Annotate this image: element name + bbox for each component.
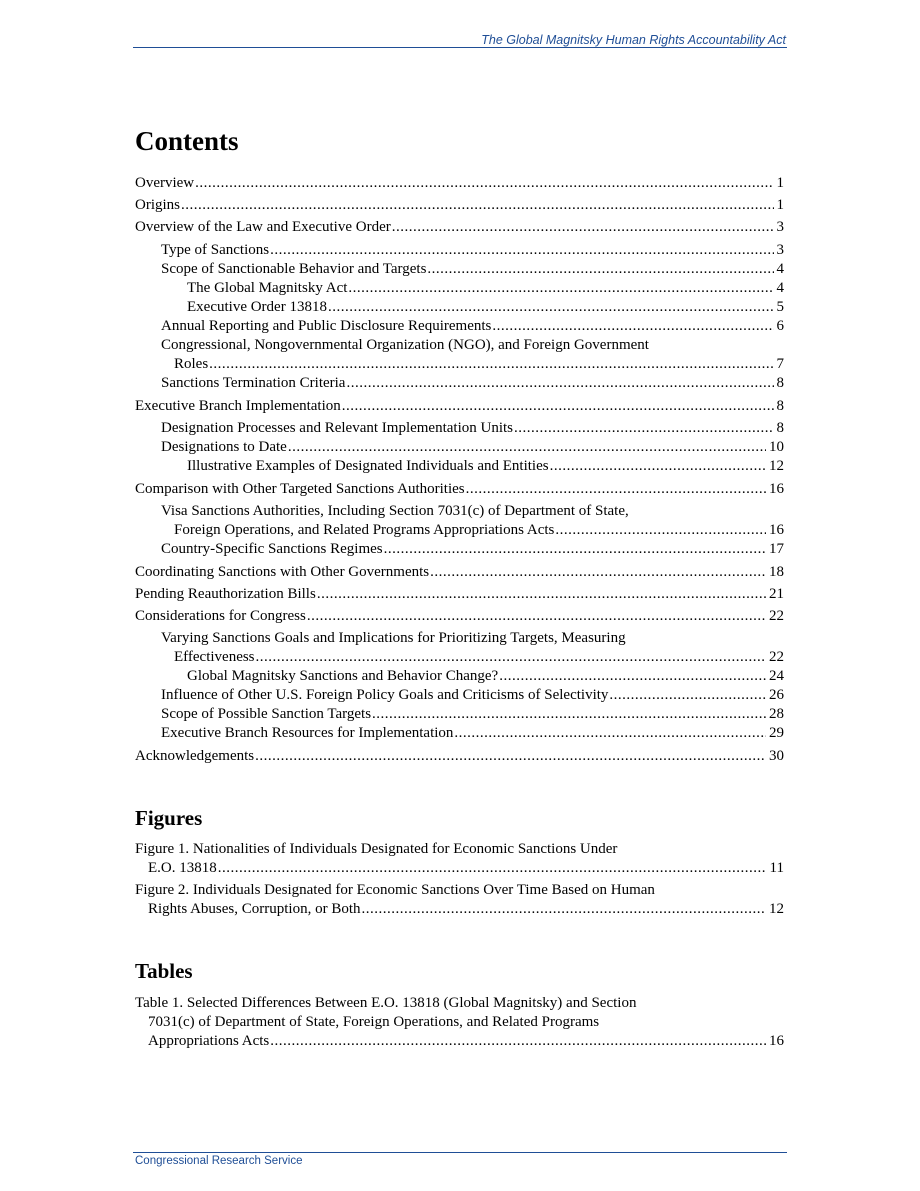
toc-leader [270,1032,766,1051]
toc-entry-termination-criteria[interactable] [161,374,784,393]
toc-entry-visa-sanctions[interactable] [174,521,784,540]
toc-leader [466,480,766,499]
toc-entry-designations-to-date[interactable] [161,438,784,457]
toc-entry-text: Coordinating Sanctions with Other Governments [135,564,430,580]
toc-entry-text: Pending Reauthorization Bills [135,586,316,602]
toc-entry-text: Designations to Date [161,439,287,455]
toc-leader [307,607,766,626]
running-header-title: The Global Magnitsky Human Rights Accountability Act [481,33,786,47]
toc-entry-eo-13818[interactable] [187,298,784,317]
toc-entry-varying-goals[interactable] [174,648,784,667]
toc-leader [209,355,773,374]
toc-page-number: 4 [776,261,784,277]
toc-entry-text: Designation Processes and Relevant Implementation Units [161,420,514,436]
toc-entry-acknowledgements[interactable] [135,747,784,766]
toc-page-number: 8 [776,398,784,414]
toc-entry-text: Foreign Operations, and Related Programs Appropriations Acts [174,522,555,538]
toc-entry-scope[interactable] [161,260,784,279]
toc-entry-text: Executive Branch Resources for Implementation [161,725,454,741]
toc-page-number: 8 [776,420,784,436]
toc-entry-text: Appropriations Acts [148,1033,270,1049]
toc-page-number: 16 [769,522,784,538]
toc-entry-text: Rights Abuses, Corruption, or Both [148,901,361,917]
toc-leader [346,374,773,393]
toc-leader [609,686,766,705]
toc-page-number: 28 [769,706,784,722]
toc-entry-type-of-sanctions[interactable] [161,241,784,260]
toc-entry-text: Roles [174,356,209,372]
toc-leader [392,218,774,237]
toc-leader [372,705,766,724]
toc-entry-resources[interactable] [161,724,784,743]
toc-leader [550,457,766,476]
toc-entry-text: E.O. 13818 [148,860,217,876]
toc-page-number: 16 [769,481,784,497]
toc-leader [256,648,766,667]
toc-page-number: 1 [776,175,784,191]
toc-entry-behavior-change[interactable] [187,667,784,686]
table-entry-1[interactable] [148,1032,784,1051]
toc-entry-text: Sanctions Termination Criteria [161,375,346,391]
toc-leader [195,174,773,193]
figure-entry-2[interactable] [148,900,784,919]
toc-leader [384,540,766,559]
toc-entry-text: Overview [135,175,195,191]
toc-leader [288,438,766,457]
toc-page-number: 21 [769,586,784,602]
figures-heading: Figures [135,806,203,830]
toc-leader [317,585,766,604]
toc-leader [270,241,773,260]
toc-entry-text: Effectiveness [174,649,255,665]
toc-page-number: 5 [776,299,784,315]
toc-page-number: 10 [769,439,784,455]
toc-page-number: 26 [769,687,784,703]
toc-leader [430,563,766,582]
toc-page-number: 22 [769,649,784,665]
toc-entry-text: Influence of Other U.S. Foreign Policy Goals and Criticisms of Selectivity [161,687,609,703]
toc-entry-text: Type of Sanctions [161,242,270,258]
toc-page-number: 29 [769,725,784,741]
toc-entry-text: Scope of Possible Sanction Targets [161,706,372,722]
toc-page-number: 18 [769,564,784,580]
toc-entry-scope-targets[interactable] [161,705,784,724]
toc-entry-text: Global Magnitsky Sanctions and Behavior Change? [187,668,499,684]
toc-entry-text: Illustrative Examples of Designated Individuals and Entities [187,458,549,474]
toc-entry-text: Overview of the Law and Executive Order [135,219,391,235]
toc-page-number: 11 [769,860,784,876]
toc-leader [181,196,774,215]
toc-entry-executive-branch-implementation[interactable] [135,397,784,416]
figure-entry-text-line1[interactable]: Figure 1. Nationalities of Individuals Designated for Economic Sanctions Under [135,841,618,857]
toc-entry-overview-law-eo[interactable] [135,218,784,237]
toc-entry-text-line1[interactable]: Varying Sanctions Goals and Implications for Prioritizing Targets, Measuring [161,630,626,646]
toc-leader [427,260,773,279]
toc-leader [328,298,774,317]
toc-entry-overview[interactable] [135,174,784,193]
toc-leader [454,724,766,743]
toc-page-number: 30 [769,748,784,764]
toc-page-number: 12 [769,458,784,474]
toc-leader [362,900,766,919]
toc-entry-text: Considerations for Congress [135,608,306,624]
toc-leader [514,419,773,438]
toc-entry-designation-processes[interactable] [161,419,784,438]
footer-publisher: Congressional Research Service [135,1155,303,1167]
toc-page-number: 22 [769,608,784,624]
toc-entry-annual-reporting[interactable] [161,317,784,336]
toc-entry-text-line1[interactable]: Congressional, Nongovernmental Organization (NGO), and Foreign Government [161,337,649,353]
toc-entry-text: Comparison with Other Targeted Sanctions Authorities [135,481,465,497]
footer-rule [133,1152,787,1153]
toc-entry-congressional-ngo-roles[interactable] [174,355,784,374]
toc-page-number: 7 [776,356,784,372]
toc-entry-text: Scope of Sanctionable Behavior and Targets [161,261,427,277]
toc-entry-pending-reauthorization[interactable] [135,585,784,604]
tables-heading: Tables [135,959,193,983]
toc-page-number: 4 [776,280,784,296]
table-entry-text-line1[interactable]: Table 1. Selected Differences Between E.O. 13818 (Global Magnitsky) and Section [135,995,637,1011]
toc-page-number: 8 [776,375,784,391]
toc-page-number: 6 [776,318,784,334]
toc-leader [555,521,766,540]
toc-leader [492,317,773,336]
toc-entry-text: Executive Branch Implementation [135,398,341,414]
toc-leader [218,859,767,878]
toc-entry-considerations[interactable] [135,607,784,626]
table-entry-text-line2[interactable]: 7031(c) of Department of State, Foreign Operations, and Related Programs [148,1014,600,1030]
contents-heading: Contents [135,126,239,156]
toc-leader [342,397,774,416]
toc-page-number: 16 [769,1033,784,1049]
toc-entry-global-magnitsky-act[interactable] [187,279,784,298]
toc-entry-influence[interactable] [161,686,784,705]
toc-entry-text: Acknowledgements [135,748,255,764]
toc-entry-text: Executive Order 13818 [187,299,327,315]
toc-entry-text: The Global Magnitsky Act [187,280,348,296]
toc-page-number: 17 [769,541,784,557]
toc-page-number: 24 [769,668,784,684]
toc-page-number: 1 [776,197,784,213]
toc-page-number: 12 [769,901,784,917]
header-rule [133,47,787,48]
toc-leader [348,279,773,298]
figure-entry-text-line1[interactable]: Figure 2. Individuals Designated for Economic Sanctions Over Time Based on Human [135,882,655,898]
toc-leader [499,667,766,686]
toc-page-number: 3 [776,219,784,235]
toc-page-number: 3 [776,242,784,258]
toc-entry-illustrative-examples[interactable] [187,457,784,476]
toc-leader [255,747,766,766]
toc-entry-comparison[interactable] [135,480,784,499]
toc-entry-text: Annual Reporting and Public Disclosure Requirements [161,318,492,334]
toc-entry-origins[interactable] [135,196,784,215]
figure-entry-1[interactable] [148,859,784,878]
toc-entry-coordinating[interactable] [135,563,784,582]
toc-entry-text: Country-Specific Sanctions Regimes [161,541,383,557]
toc-entry-country-specific[interactable] [161,540,784,559]
toc-entry-text-line1[interactable]: Visa Sanctions Authorities, Including Section 7031(c) of Department of State, [161,503,629,519]
toc-entry-text: Origins [135,197,180,213]
